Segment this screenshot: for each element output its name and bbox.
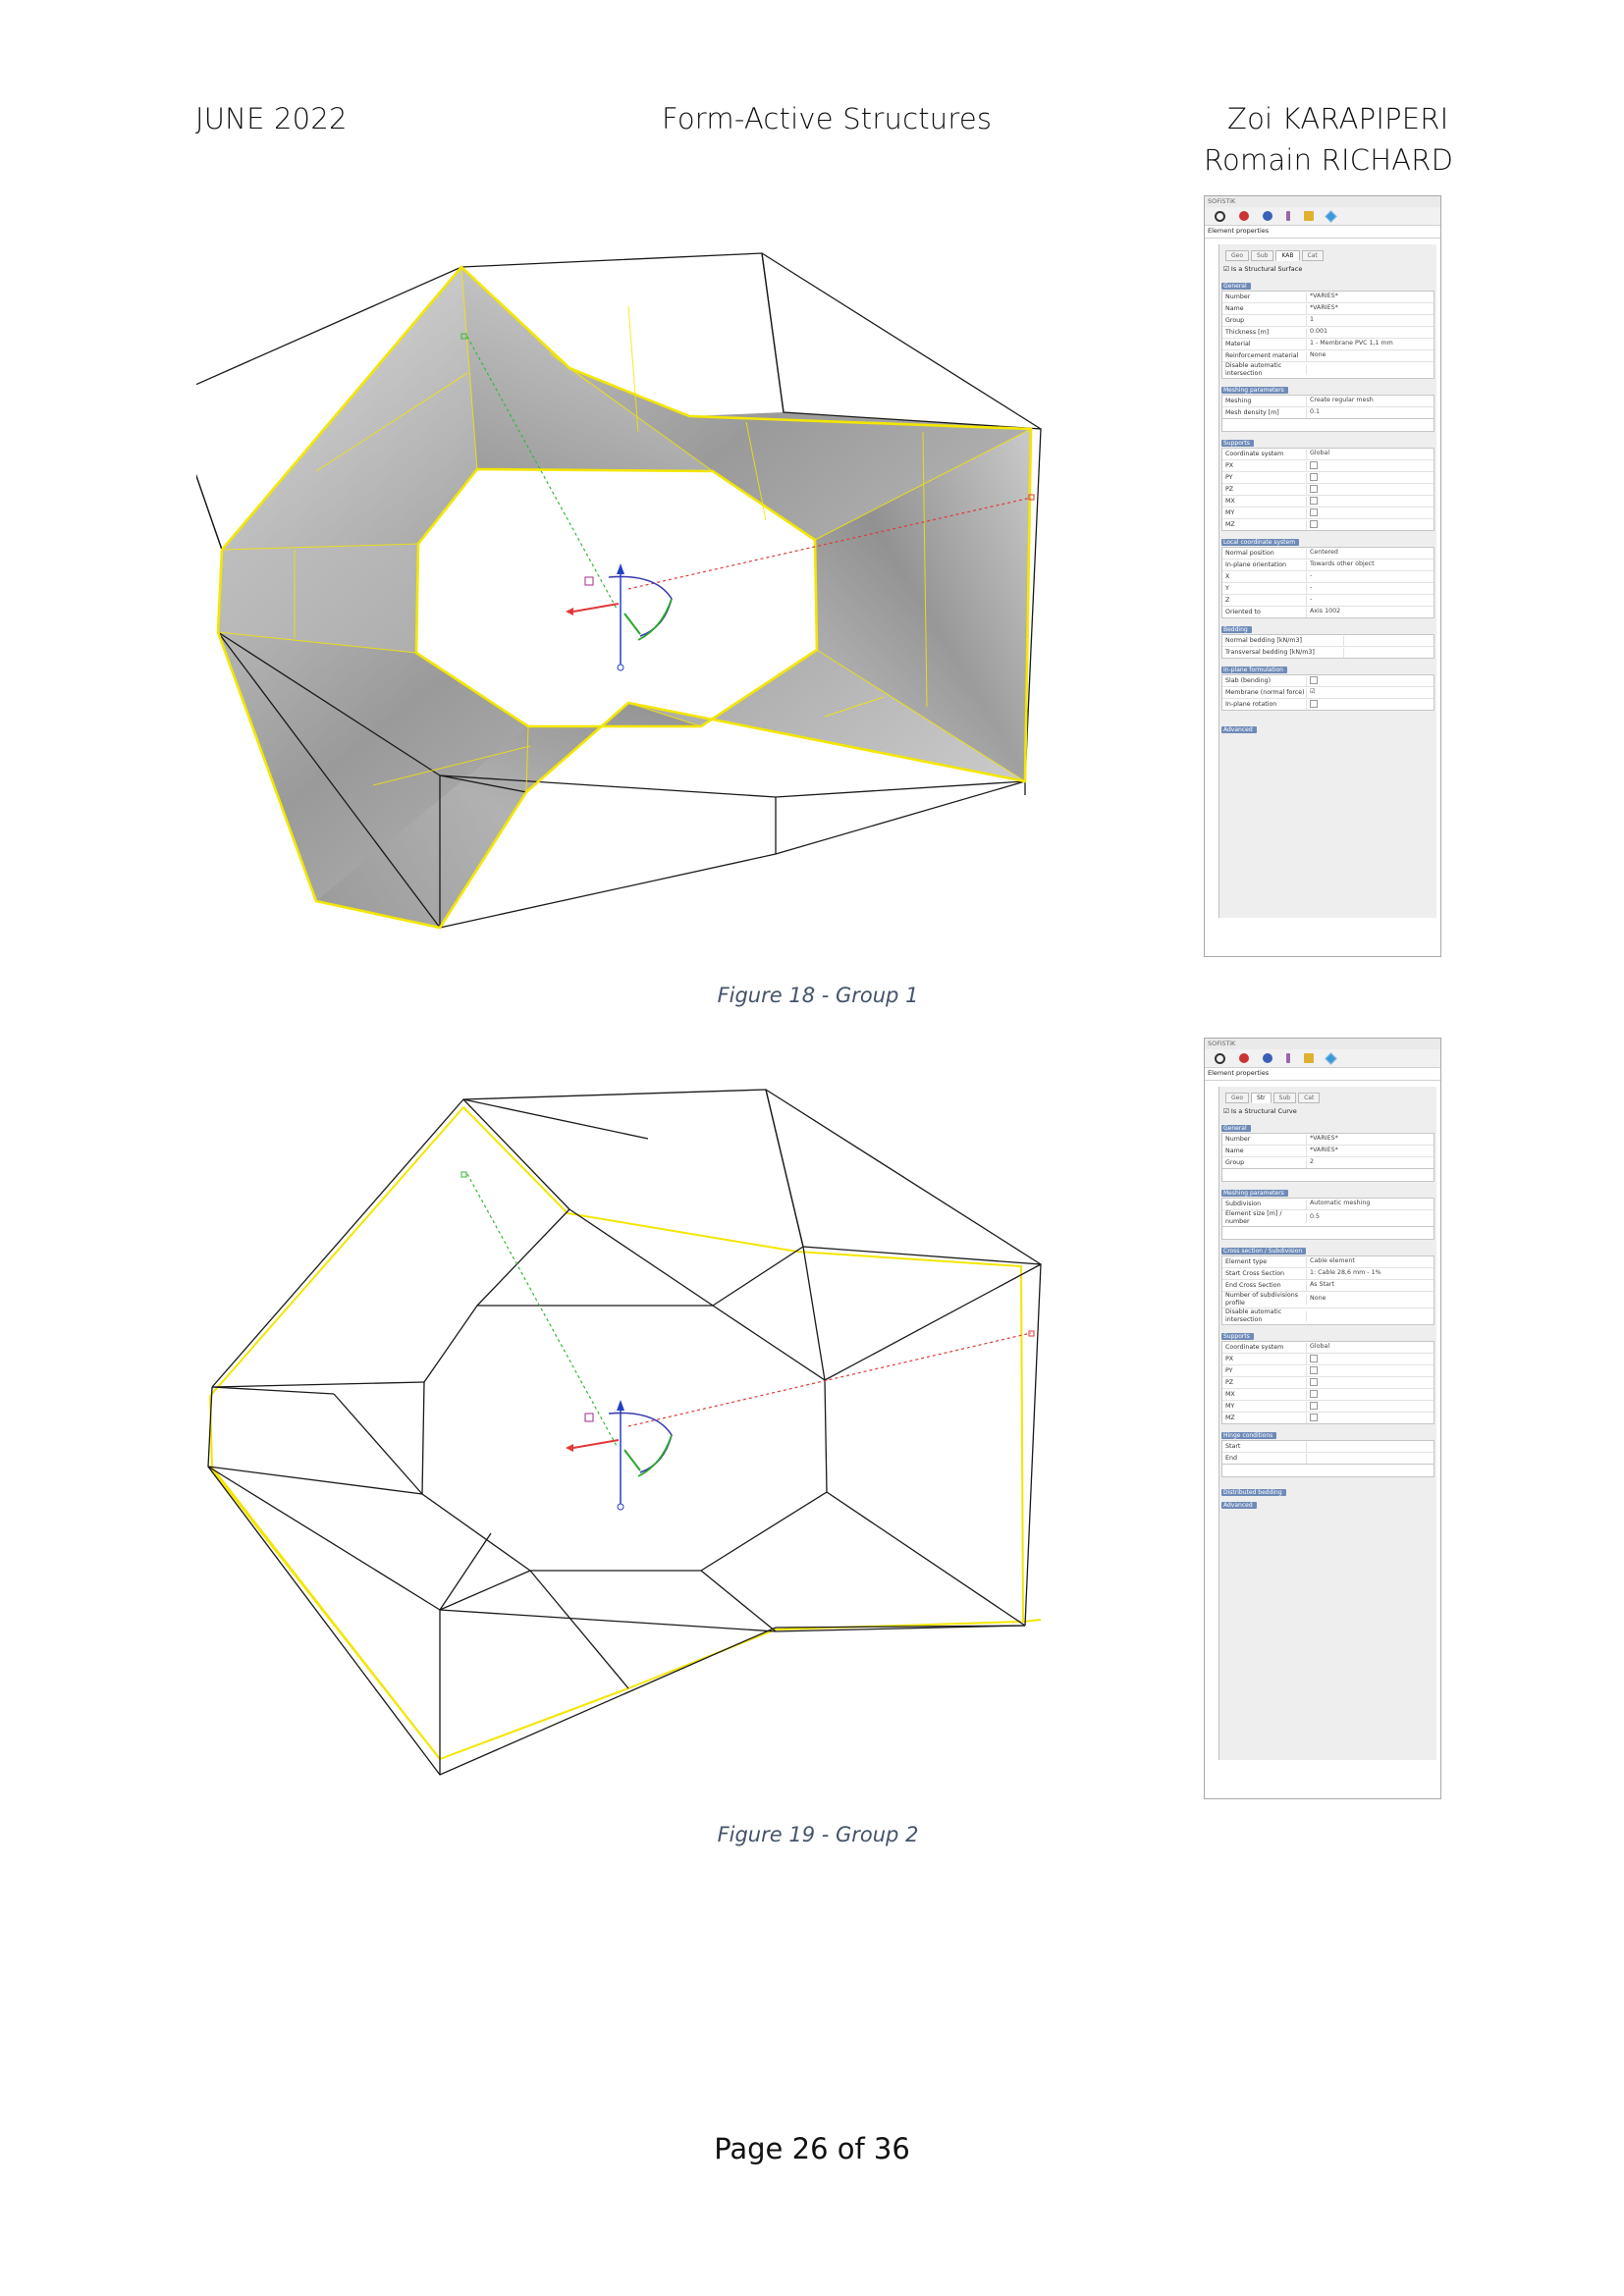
prop-label: MZ (1225, 1414, 1235, 1421)
prop-label: Reinforcement material (1225, 351, 1299, 359)
prop-value[interactable] (1306, 676, 1434, 686)
checkbox[interactable] (1310, 520, 1318, 528)
tab-sub[interactable]: Sub (1251, 250, 1273, 261)
section-hinges (1221, 1430, 1435, 1477)
prop-value[interactable] (1306, 1454, 1434, 1464)
prop-value[interactable]: Automatic meshing (1306, 1200, 1434, 1209)
prop-value[interactable] (1306, 700, 1434, 710)
section-supports (1221, 1331, 1435, 1424)
structural-surface-checkbox[interactable]: ☑ Is a Structural Surface (1223, 265, 1303, 273)
document-title: Form-Active Structures (662, 102, 993, 135)
globe-icon[interactable] (1263, 1053, 1272, 1063)
section-header[interactable]: General (1221, 283, 1251, 290)
checkbox[interactable] (1310, 1355, 1318, 1362)
prop-label: Z (1225, 596, 1230, 604)
prop-label: Number of subdivisions profile (1225, 1292, 1299, 1307)
prop-value[interactable] (1306, 497, 1434, 507)
prop-label: Element type (1225, 1257, 1268, 1265)
prop-label: Y (1225, 584, 1229, 592)
prop-label: MY (1225, 1402, 1235, 1410)
prop-label: Name (1225, 304, 1244, 312)
figure-19-model (196, 1080, 1060, 1796)
section-header[interactable]: General (1221, 1125, 1251, 1132)
checkbox[interactable] (1310, 1390, 1318, 1398)
checkbox[interactable] (1310, 1414, 1318, 1421)
prop-value[interactable]: 1: Cable 28,6 mm - 1% (1306, 1269, 1434, 1279)
section-advanced (1221, 724, 1435, 733)
prop-value[interactable] (1306, 485, 1434, 495)
author-2: Romain RICHARD (1204, 143, 1454, 177)
prop-label: PX (1225, 1355, 1234, 1362)
prop-label: Element size [m] / number (1225, 1210, 1282, 1225)
panel-app-title: SOFiSTiK (1205, 196, 1440, 207)
prop-value[interactable] (1306, 520, 1434, 530)
section-in-plane (1221, 665, 1435, 711)
prop-value[interactable]: Centered (1306, 549, 1434, 559)
author-1: Zoi KARAPIPERI (1227, 102, 1449, 135)
empty-area (1221, 1465, 1435, 1477)
prop-value[interactable]: - (1306, 572, 1434, 582)
prop-label: PY (1225, 473, 1233, 481)
section-header[interactable]: Local coordinate system (1221, 539, 1299, 546)
section-distributed-bedding (1221, 1487, 1435, 1496)
section-meshing (1221, 1188, 1435, 1240)
prop-value[interactable] (1306, 1311, 1434, 1321)
prop-value[interactable]: Global (1306, 1343, 1434, 1353)
tab-cat[interactable]: Cat (1302, 250, 1324, 261)
element-properties-panel-2 (1204, 1038, 1441, 1799)
prop-label: MY (1225, 508, 1235, 516)
figure-19-caption: Figure 19 - Group 2 (717, 1823, 919, 1846)
prop-label: Subdivision (1225, 1200, 1262, 1207)
section-meshing (1221, 385, 1435, 432)
empty-area (1221, 1169, 1435, 1182)
figure-18-model (196, 236, 1060, 952)
panel-app-title: SOFiSTiK (1205, 1039, 1440, 1049)
panel-title: Element properties (1205, 226, 1440, 239)
pencil-icon[interactable] (1286, 1053, 1290, 1063)
section-header[interactable]: Advanced (1221, 726, 1257, 733)
checkbox[interactable] (1310, 700, 1318, 708)
prop-label: Slab (bending) (1225, 676, 1272, 684)
color-wheel-icon[interactable] (1215, 211, 1225, 222)
prop-value[interactable] (1306, 1378, 1434, 1388)
prop-value[interactable]: 0.1 (1306, 408, 1434, 418)
tab-str[interactable]: Str (1251, 1093, 1272, 1103)
prop-value[interactable]: *VARIES* (1306, 1147, 1434, 1156)
color-wheel-icon[interactable] (1215, 1053, 1225, 1064)
checkbox[interactable] (1310, 1378, 1318, 1386)
tab-kab[interactable]: KAB (1275, 250, 1299, 261)
tab-geo[interactable]: Geo (1225, 1093, 1249, 1103)
prop-value[interactable]: 0.001 (1306, 328, 1434, 338)
section-bedding (1221, 624, 1435, 659)
panel-toolbar (1205, 1049, 1440, 1068)
prop-value[interactable]: 0.5 (1306, 1213, 1434, 1223)
section-header[interactable]: Cross section / Subdivision (1221, 1248, 1306, 1255)
panel-title: Element properties (1205, 1068, 1440, 1081)
checkbox[interactable] (1310, 676, 1318, 684)
prop-label: In-plane orientation (1225, 561, 1287, 568)
empty-area (1221, 419, 1435, 432)
shield-icon[interactable] (1239, 211, 1249, 221)
panel-tabs (1219, 1089, 1436, 1105)
prop-label: Number (1225, 293, 1251, 300)
prop-label: Normal bedding [kN/m3] (1225, 636, 1302, 644)
section-supports (1221, 438, 1435, 531)
prop-label: Coordinate system (1225, 450, 1284, 457)
prop-label: Start (1225, 1442, 1241, 1450)
header-date: JUNE 2022 (195, 102, 348, 135)
prop-label: Membrane (normal force) (1225, 688, 1305, 696)
prop-label: Disable automatic intersection (1225, 1308, 1282, 1323)
prop-value[interactable] (1343, 648, 1434, 658)
prop-value[interactable] (1306, 1414, 1434, 1423)
section-header[interactable]: Advanced (1221, 1502, 1257, 1509)
section-header[interactable]: In-plane formulation (1221, 667, 1287, 673)
globe-icon[interactable] (1263, 211, 1272, 221)
pencil-icon[interactable] (1286, 211, 1290, 221)
prop-label: Transversal bedding [kN/m3] (1225, 648, 1315, 656)
prop-label: Group (1225, 316, 1245, 324)
checkbox[interactable] (1310, 1402, 1318, 1410)
folder-icon[interactable] (1304, 211, 1314, 221)
section-header[interactable]: Supports (1221, 1333, 1254, 1340)
prop-label: Start Cross Section (1225, 1269, 1285, 1277)
prop-label: Oriented to (1225, 608, 1261, 615)
prop-label: Disable automatic intersection (1225, 362, 1282, 377)
prop-label: Mesh density [m] (1225, 408, 1279, 416)
tab-cat[interactable]: Cat (1298, 1093, 1320, 1103)
section-header[interactable]: Meshing parameters (1221, 387, 1288, 394)
section-general (1221, 1123, 1435, 1182)
prop-label: PY (1225, 1366, 1233, 1374)
prop-label: Thickness [m] (1225, 328, 1270, 336)
checkbox[interactable] (1310, 485, 1318, 493)
prop-label: Meshing (1225, 397, 1252, 404)
prop-value[interactable] (1306, 508, 1434, 518)
checkbox[interactable] (1310, 461, 1318, 469)
element-properties-panel-1 (1204, 195, 1441, 957)
section-header[interactable]: Hinge conditions (1221, 1432, 1276, 1439)
prop-label: Group (1225, 1158, 1245, 1166)
prop-label: X (1225, 572, 1230, 580)
axes-gizmo-icon (461, 1172, 1034, 1510)
prop-label: Number (1225, 1135, 1251, 1143)
prop-value[interactable]: 1 (1306, 316, 1434, 326)
prop-label: MX (1225, 1390, 1235, 1398)
section-advanced (1221, 1500, 1435, 1509)
page-number: Page 26 of 36 (714, 2132, 910, 2165)
section-header[interactable]: Bedding (1221, 626, 1252, 633)
prop-value[interactable]: Cable element (1306, 1257, 1434, 1267)
prop-value[interactable]: - (1306, 596, 1434, 606)
panel-body (1218, 244, 1436, 918)
prop-label: MX (1225, 497, 1235, 505)
section-general (1221, 281, 1435, 379)
prop-value[interactable] (1306, 1402, 1434, 1412)
prop-label: End (1225, 1454, 1237, 1462)
prop-value[interactable] (1306, 1390, 1434, 1400)
figure-18-caption: Figure 18 - Group 1 (717, 984, 919, 1007)
shield-icon[interactable] (1239, 1053, 1249, 1063)
prop-value[interactable] (1306, 1355, 1434, 1364)
prop-label: Normal position (1225, 549, 1274, 557)
prop-label: Name (1225, 1147, 1244, 1154)
tab-geo[interactable]: Geo (1225, 250, 1249, 261)
prop-label: PZ (1225, 485, 1234, 493)
prop-value[interactable]: Create regular mesh (1306, 397, 1434, 406)
prop-label: MZ (1225, 520, 1235, 528)
prop-label: End Cross Section (1225, 1281, 1281, 1289)
prop-value[interactable]: - (1306, 584, 1434, 594)
panel-body (1218, 1087, 1436, 1760)
prop-value[interactable]: Global (1306, 450, 1434, 459)
prop-value[interactable]: *VARIES* (1306, 1135, 1434, 1145)
prop-label: PZ (1225, 1378, 1234, 1386)
prop-value[interactable]: 2 (1306, 1158, 1434, 1168)
prop-value[interactable]: ☑ (1306, 688, 1434, 698)
checkbox-label: Is a Structural Curve (1230, 1107, 1297, 1115)
section-header[interactable]: Supports (1221, 440, 1254, 447)
prop-value[interactable]: None (1306, 1295, 1434, 1305)
prop-label: PX (1225, 461, 1234, 469)
panel-toolbar (1205, 207, 1440, 226)
checkbox-label: Is a Structural Surface (1230, 265, 1303, 273)
section-cross-section (1221, 1246, 1435, 1325)
tab-sub[interactable]: Sub (1273, 1093, 1296, 1103)
checkbox[interactable] (1310, 497, 1318, 505)
checkbox[interactable] (1310, 473, 1318, 481)
section-header[interactable]: Meshing parameters (1221, 1190, 1288, 1197)
panel-tabs (1219, 246, 1436, 263)
prop-value[interactable]: 1 - Membrane PVC 1,1 mm (1306, 340, 1434, 349)
checkbox[interactable] (1310, 1366, 1318, 1374)
prop-value[interactable]: Axis 1002 (1306, 608, 1434, 617)
prop-value[interactable] (1306, 473, 1434, 483)
checkbox[interactable] (1310, 508, 1318, 516)
prop-label: Material (1225, 340, 1251, 347)
prop-value[interactable] (1306, 1366, 1434, 1376)
diamond-icon[interactable] (1326, 211, 1336, 221)
folder-icon[interactable] (1304, 1053, 1314, 1063)
prop-value[interactable] (1343, 636, 1434, 646)
section-local-axes (1221, 537, 1435, 618)
prop-value[interactable]: Towards other object (1306, 561, 1434, 570)
prop-value[interactable] (1306, 365, 1434, 375)
prop-value[interactable]: *VARIES* (1306, 293, 1434, 302)
prop-value[interactable] (1306, 461, 1434, 471)
prop-value[interactable]: As Start (1306, 1281, 1434, 1291)
prop-label: Coordinate system (1225, 1343, 1284, 1351)
prop-label: In-plane rotation (1225, 700, 1277, 708)
prop-value[interactable] (1306, 1442, 1434, 1452)
empty-area (1221, 1227, 1435, 1240)
section-header[interactable]: Distributed bedding (1221, 1489, 1286, 1496)
diamond-icon[interactable] (1326, 1053, 1336, 1063)
structural-curve-checkbox[interactable]: ☑ Is a Structural Curve (1223, 1107, 1297, 1115)
prop-value[interactable]: None (1306, 351, 1434, 361)
prop-value[interactable]: *VARIES* (1306, 304, 1434, 314)
